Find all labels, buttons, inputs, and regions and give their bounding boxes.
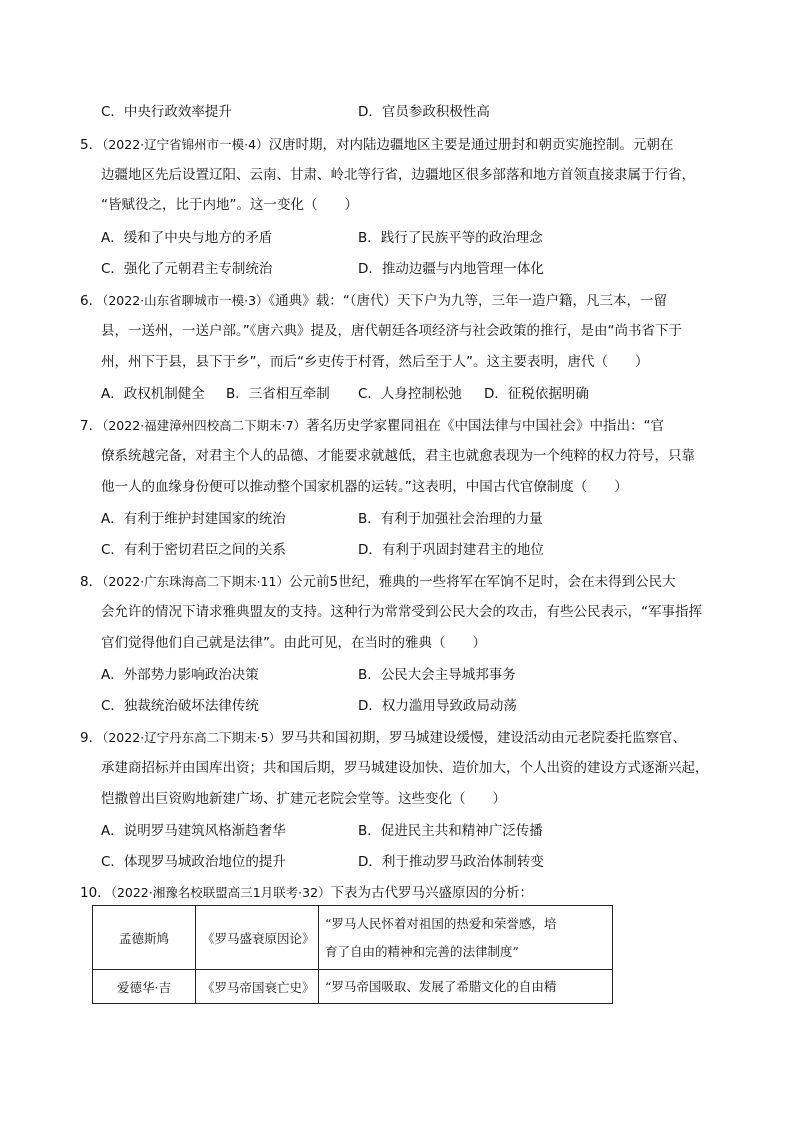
q7-text-1: 著名历史学家瞿同祖在《中国法律与中国社会》中指出：“官 <box>306 418 665 434</box>
q5-stem-line-2: 边疆地区先后设置辽阳、云南、甘肃、岭北等行省，边疆地区很多部落和地方首领直接隶属于行省， <box>101 167 695 183</box>
q7-source: （2022·福建漳州四校高二下期末·7） <box>102 418 307 433</box>
q7-option-c: C．有利于密切君臣之间的关系 <box>101 542 286 558</box>
q4-option-c: C．中央行政效率提升 <box>101 104 232 120</box>
q7-stem-line-3: 他一人的血缘身份便可以推动整个国家机器的运转。”这表明，中国古代官僚制度（ ） <box>101 479 628 495</box>
q9-source: （2022·辽宁丹东高二下期末·5） <box>102 730 282 745</box>
q6-source: （2022·山东省聊城市一模·3） <box>102 293 269 308</box>
q7-option-b: B．有利于加强社会治理的力量 <box>358 511 543 527</box>
q5-number: 5． <box>80 137 103 153</box>
q5-stem-line-1 <box>80 135 674 155</box>
q7-option-d: D．有利于巩固封建君主的地位 <box>358 542 544 558</box>
table-cell-work: 《罗马盛衰原因论》 <box>196 906 319 970</box>
q9-option-c: C．体现罗马城政治地位的提升 <box>101 854 286 870</box>
q8-source: （2022·广东珠海高二下期末·11） <box>102 574 290 589</box>
q6-stem-line-2: 县，一送州，一送户部。”《唐六典》提及，唐代朝廷各项经济与社会政策的推行，是由“尚书省下于 <box>101 323 682 339</box>
q6-stem-line-1 <box>80 291 667 311</box>
q7-stem-line-2: 僚系统越完备，对君主个人的品德、才能要求就越低，君主也就愈表现为一个纯粹的权力符号，只靠 <box>101 448 695 464</box>
q10-source: （2022·湘豫名校联盟高三1月联考·32） <box>110 885 331 900</box>
q5-option-b: B．践行了民族平等的政治理念 <box>358 230 543 246</box>
table-cell-quote <box>319 906 613 970</box>
q7-option-a: A．有利于维护封建国家的统治 <box>101 511 286 527</box>
q10-stem: 下表为古代罗马兴盛原因的分析： <box>330 885 534 901</box>
q6-option-a: A．政权机制健全 <box>101 386 205 402</box>
q7-stem-line-1 <box>80 416 664 436</box>
q9-number: 9． <box>80 730 103 746</box>
q8-stem-line-3: 官们觉得他们自己就是法律”。由此可见，在当时的雅典（ ） <box>101 635 486 651</box>
q8-option-a: A．外部势力影响政治决策 <box>101 667 259 683</box>
quote-line: “罗马帝国吸取、发展了希腊文化的自由精 <box>325 978 557 994</box>
q6-option-c: C．人身控制松弛 <box>358 386 462 402</box>
q8-text-1: 公元前5世纪，雅典的一些将军在军饷不足时，会在未得到公民大 <box>289 574 676 590</box>
q10-table <box>92 905 613 1004</box>
q9-option-d: D．利于推动罗马政治体制转变 <box>358 854 544 870</box>
q8-number: 8． <box>80 574 103 590</box>
q8-stem-line-2: 会允许的情况下请求雅典盟友的支持。这种行为常常受到公民大会的攻击，有些公民表示，“军事指挥 <box>101 604 702 620</box>
q10-number: 10． <box>80 885 111 901</box>
q6-option-b: B．三省相互牵制 <box>226 386 330 402</box>
q6-text-1: 《通典》载：“（唐代）天下户为九等，三年一造户籍，凡三本，一留 <box>268 293 668 309</box>
q8-option-c: C．独裁统治破坏法律传统 <box>101 698 259 714</box>
table-cell-author: 孟德斯鸠 <box>93 906 196 970</box>
q6-stem-line-3: 州，州下于县，县下于乡”，而后“乡吏传于村胥，然后至于人”。这主要表明，唐代（ ） <box>101 354 649 370</box>
q8-option-b: B．公民大会主导城邦事务 <box>358 667 516 683</box>
table-row <box>93 970 613 1004</box>
quote-line: “罗马人民怀着对祖国的热爱和荣誉感，培 <box>325 915 557 931</box>
q9-text-1: 罗马共和国初期，罗马城建设缓慢，建设活动由元老院委托监察官、 <box>281 730 687 746</box>
q5-option-a: A．缓和了中央与地方的矛盾 <box>101 230 273 246</box>
q6-number: 6． <box>80 293 103 309</box>
table-cell-author: 爱德华·吉 <box>93 970 196 1004</box>
q5-text-1: 汉唐时期，对内陆边疆地区主要是通过册封和朝贡实施控制。元朝在 <box>268 137 674 153</box>
q8-option-d: D．权力滥用导致政局动荡 <box>358 698 517 714</box>
quote-line: 育了自由的精神和完善的法律制度” <box>325 943 519 959</box>
q7-number: 7． <box>80 418 103 434</box>
q9-stem-line-3: 恺撒曾出巨资购地新建广场、扩建元老院会堂等。这些变化（ ） <box>101 791 506 807</box>
q6-option-d: D．征税依据明确 <box>484 386 589 402</box>
q9-stem-line-2: 承建商招标并由国库出资；共和国后期，罗马城建设加快、造价加大，个人出资的建设方式逐渐兴起， <box>101 760 709 776</box>
q5-stem-line-3: “皆赋役之，比于内地”。这一变化（ ） <box>101 197 358 213</box>
q9-option-b: B．促进民主共和精神广泛传播 <box>358 823 543 839</box>
table-row <box>93 906 613 970</box>
q9-option-a: A．说明罗马建筑风格渐趋奢华 <box>101 823 286 839</box>
q4-option-d: D．官员参政积极性高 <box>358 104 490 120</box>
q9-stem-line-1 <box>80 728 686 748</box>
table-cell-quote <box>319 970 613 1004</box>
q8-stem-line-1 <box>80 572 676 592</box>
q5-option-d: D．推动边疆与内地管理一体化 <box>358 261 544 277</box>
table-cell-work: 《罗马帝国衰亡史》 <box>196 970 319 1004</box>
q10-stem-line-1 <box>80 883 533 903</box>
q5-option-c: C．强化了元朝君主专制统治 <box>101 261 273 277</box>
q5-source: （2022·辽宁省锦州市一模·4） <box>102 137 269 152</box>
